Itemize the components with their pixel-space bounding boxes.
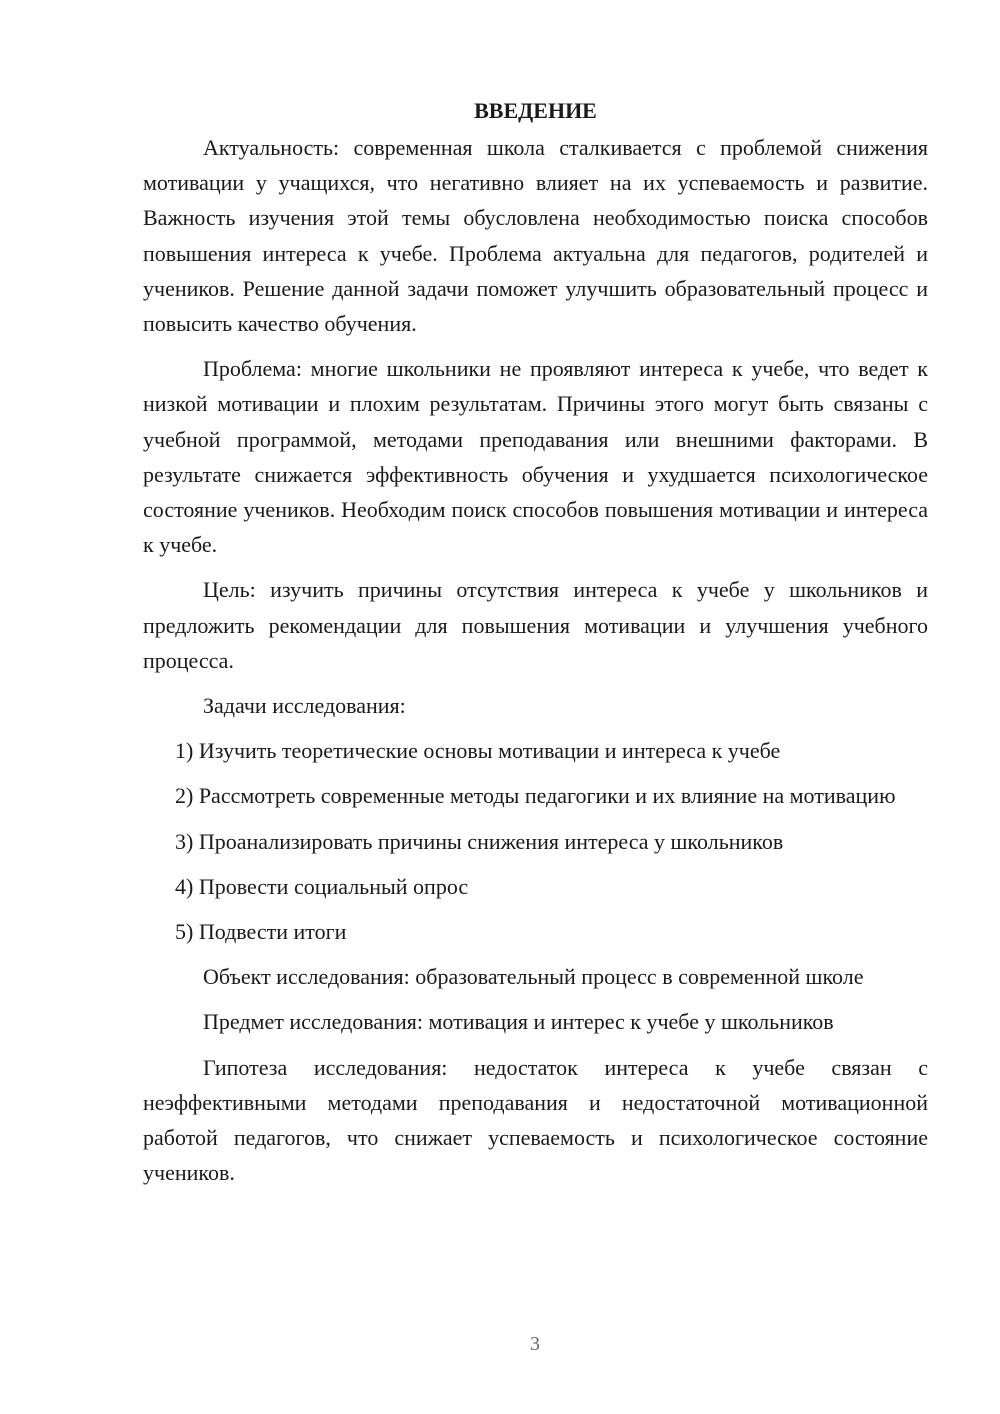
document-page bbox=[143, 96, 928, 1200]
page-title: ВВЕДЕНИЕ bbox=[474, 98, 597, 123]
list-item: 3) Проанализировать причины снижения интереса у школьников bbox=[175, 828, 784, 854]
paragraph-subject: Предмет исследования: мотивация и интерес к учебе у школьников bbox=[203, 1009, 834, 1035]
list-item: 2) Рассмотреть современные методы педагогики и их влияние на мотивацию bbox=[175, 783, 896, 809]
paragraph-hypothesis: Гипотеза исследования: недостаток интереса к учебе связан с неэффективными методами преподавания и недостаточной мотивационной работой педагогов, что снижает успеваемость и психологическое состояние учеников. bbox=[143, 1054, 928, 1186]
list-item: 4) Провести социальный опрос bbox=[175, 873, 469, 899]
tasks-heading: Задачи исследования: bbox=[203, 693, 406, 719]
page-number: 3 bbox=[530, 1333, 540, 1355]
list-item: 1) Изучить теоретические основы мотивации и интереса к учебе bbox=[175, 738, 781, 764]
paragraph-object: Объект исследования: образовательный процесс в современной школе bbox=[203, 964, 864, 990]
paragraph-problem: Проблема: многие школьники не проявляют интереса к учебе, что ведет к низкой мотивации и плохим результатам. Причины этого могут быть связаны с учебной программой, методами преподавания или внешними факторами. В результате снижается эффективность обучения и ухудшается психологическое состояние учеников. Необходим поиск способов повышения мотивации и интереса к учебе. bbox=[143, 356, 928, 558]
list-item: 5) Подвести итоги bbox=[175, 919, 347, 945]
paragraph-goal: Цель: изучить причины отсутствия интереса к учебе у школьников и предложить рекомендации для повышения мотивации и улучшения учебного процесса. bbox=[143, 577, 928, 673]
paragraph-relevance: Актуальность: современная школа сталкивается с проблемой снижения мотивации у учащихся, что негативно влияет на их успеваемость и развитие. Важность изучения этой темы обусловлена необходимостью поиска способов повышения интереса к учебе. Проблема актуальна для педагогов, родителей и учеников. Решение данной задачи поможет улучшить образовательный процесс и повысить качество обучения. bbox=[143, 135, 928, 337]
